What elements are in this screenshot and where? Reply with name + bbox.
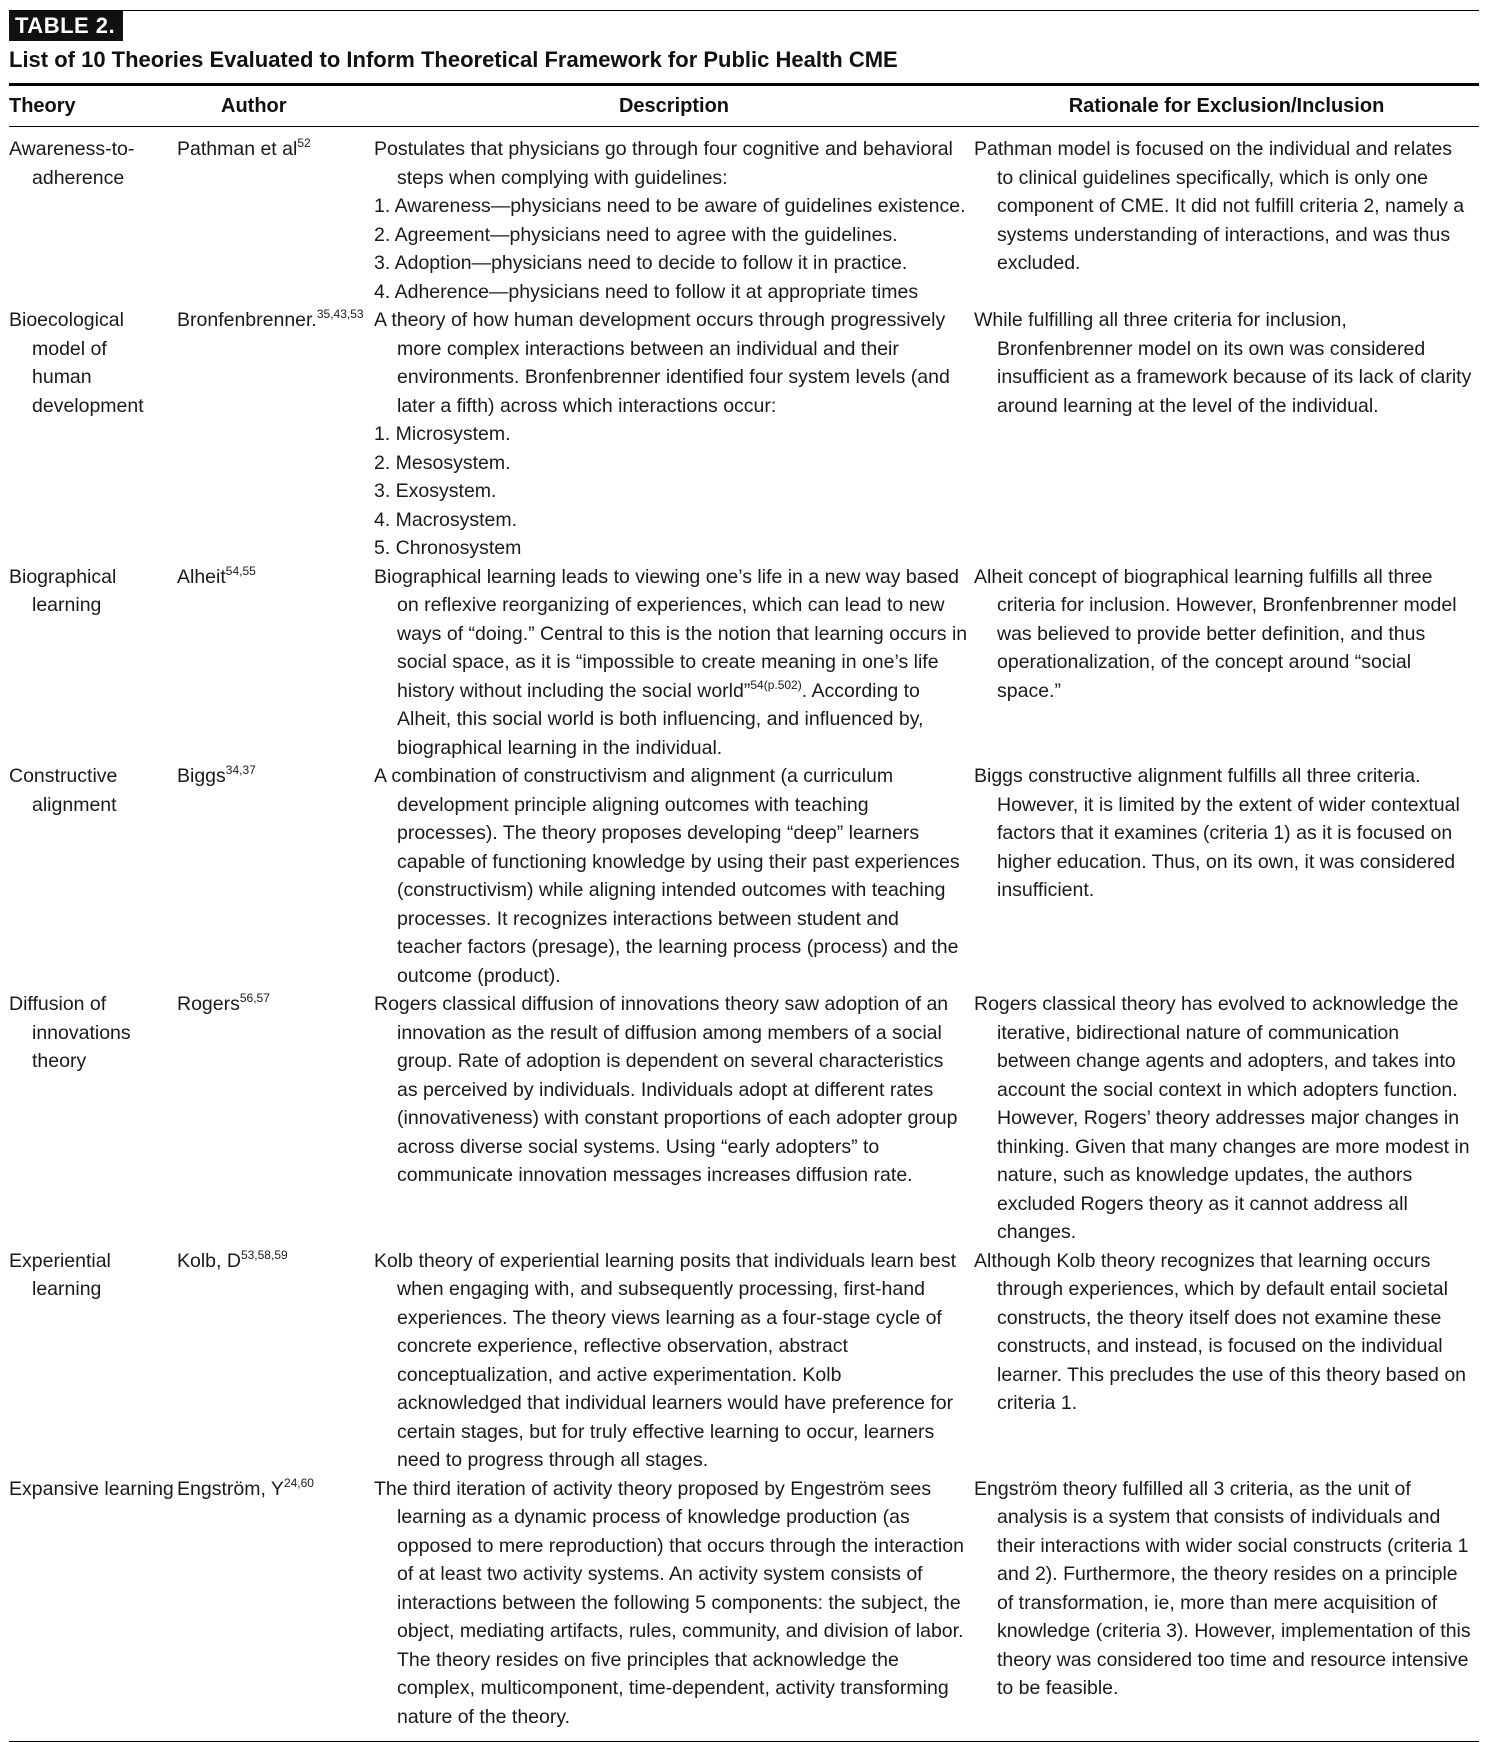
list-item: 4. Macrosystem. <box>374 508 518 531</box>
table-row <box>9 127 1479 307</box>
author-name: Bronfenbrenner. <box>177 309 317 331</box>
table-label: TABLE 2. <box>9 11 123 41</box>
theory-cell: Expansive learning <box>9 1477 174 1500</box>
author-cell <box>177 127 374 307</box>
header-rationale: Rationale for Exclusion/Inclusion <box>1068 95 1385 117</box>
table-row <box>9 762 1479 990</box>
author-name: Engström, Y <box>177 1477 284 1500</box>
author-name: Biggs <box>177 765 226 787</box>
description-text: Biographical learning leads to viewing one’s life in a new way based on reflexive reorganizing of experiences, which can lead to new ways of “doing.” Central to this is the notion that learning occurs in social space, as it is “impossible to create meaning in one’s life history without including the social world” <box>374 565 968 702</box>
table-row <box>9 306 1479 563</box>
author-ref: 53,58,59 <box>240 1247 288 1262</box>
list-item: 2. Agreement—physicians need to agree with the guidelines. <box>374 223 898 246</box>
rationale-cell: Pathman model is focused on the individual and relates to clinical guidelines specifically, which is only one component of CME. It did not fulfill criteria 2, namely a systems understanding of interactions, and was thus excluded. <box>974 138 1465 274</box>
description-text: Postulates that physicians go through four cognitive and behavioral steps when complying with guidelines: <box>374 138 953 189</box>
table-row <box>9 1475 1479 1732</box>
header-description: Description <box>618 95 730 117</box>
author-name: Kolb, D <box>177 1249 241 1272</box>
table-row <box>9 1247 1479 1475</box>
theory-cell: Constructive alignment <box>9 765 118 816</box>
author-cell <box>177 563 374 763</box>
author-cell <box>177 306 374 563</box>
author-cell <box>177 1247 374 1475</box>
author-ref: 34,37 <box>225 763 256 777</box>
list-item: 3. Exosystem. <box>374 480 497 502</box>
theory-cell: Awareness-to- adherence <box>9 138 135 189</box>
rationale-cell: Although Kolb theory recognizes that learning occurs through experiences, which by default entail societal constructs, the theory itself does not examine these constructs, and instead, is focused on the individual learner. This precludes the use of this theory based on criteria 1. <box>974 1249 1467 1414</box>
table-caption: List of 10 Theories Evaluated to Inform Theoretical Framework for Public Health CME <box>9 47 898 72</box>
author-ref: 35,43,53 <box>316 307 364 321</box>
header-theory: Theory <box>9 95 76 117</box>
description-text: A theory of how human development occurs through progressively more complex interactions between an individual and their environments. Bronfenbrenner identified four system levels (and later a fifth) across which interactions occur: <box>374 309 950 417</box>
author-cell <box>177 990 374 1247</box>
description-ref: 54(p.502) <box>750 677 802 692</box>
list-item: 5. Chronosystem <box>374 537 522 559</box>
list-item: 4. Adherence—physicians need to follow it at appropriate times <box>374 280 919 303</box>
author-cell <box>177 1475 374 1732</box>
theory-cell: Diffusion of innovations theory <box>9 993 131 1072</box>
rationale-cell: Engström theory fulfilled all 3 criteria, as the unit of analysis is a system that consists of individuals and their interactions with wider social constructs (criteria 1 and 2). Furthermore, the theory resides on a principle of transformation, ie, more than mere acquisition of knowledge (criteria 3). However, implementation of this theory was considered too time and resource intensive to be feasible. <box>974 1477 1471 1699</box>
header-author: Author <box>221 95 287 117</box>
description-cell: Rogers classical diffusion of innovations theory saw adoption of an innovation as the result of diffusion among members of a social group. Rate of adoption is dependent on several characteristics as perceived by individuals. Individuals adopt at different rates (innovativeness) with constant proportions of each adopter group across diverse social systems. Using “early adopters” to communicate innovation messages increases diffusion rate. <box>374 993 958 1186</box>
author-ref: 54,55 <box>225 563 256 578</box>
theory-cell: Bioecological model of human development <box>9 309 144 417</box>
header-row <box>9 86 1479 127</box>
list-item: 3. Adoption—physicians need to decide to follow it in practice. <box>374 252 908 274</box>
rationale-cell: Rogers classical theory has evolved to acknowledge the iterative, bidirectional nature of communication between change agents and adopters, and takes into account the social context in which adopters function. However, Rogers’ theory addresses major changes in thinking. Given that many changes are more modest in nature, such as knowledge updates, the authors excluded Rogers theory as it cannot address all changes. <box>974 993 1470 1243</box>
rationale-cell: Alheit concept of biographical learning fulfills all three criteria for inclusion. However, Bronfenbrenner model was believed to provide better definition, and thus operationalization, of the concept around “social space.” <box>974 565 1457 702</box>
rationale-cell: While fulfilling all three criteria for inclusion, Bronfenbrenner model on its own was considered insufficient as a framework because of its lack of clarity around learning at the level of the individual. <box>974 309 1472 417</box>
description-cell <box>374 127 974 307</box>
author-name: Pathman et al <box>177 138 298 160</box>
author-ref: 52 <box>297 136 311 150</box>
description-cell: Kolb theory of experiential learning posits that individuals learn best when engaging with, and subsequently processing, first-hand experiences. The theory views learning as a four-stage cycle of concrete experience, reflective observation, abstract conceptualization, and active experimentation. Kolb acknowledged that individual learners would have preference for certain stages, but for truly effective learning to occur, learners need to progress through all stages. <box>374 1249 957 1471</box>
list-item: 1. Microsystem. <box>374 423 511 445</box>
list-item: 2. Mesosystem. <box>374 451 511 474</box>
author-name: Alheit <box>177 565 226 588</box>
author-cell <box>177 762 374 990</box>
theory-name-tail: adherence <box>32 166 125 189</box>
rationale-cell: Biggs constructive alignment fulfills all three criteria. However, it is limited by the extent of wider contextual factors that it examines (criteria 1) as it is focused on higher education. Thus, on its own, it was considered insufficient. <box>974 765 1460 901</box>
theory-cell: Biographical learning <box>9 565 117 616</box>
description-cell <box>374 306 974 563</box>
author-ref: 56,57 <box>239 991 270 1005</box>
theory-cell: Experiential learning <box>9 1249 111 1300</box>
table-row <box>9 563 1479 763</box>
table-row <box>9 990 1479 1247</box>
description-cell <box>374 563 974 763</box>
description-text-cont: . According to Alheit, this social world is both influencing, and influenced by, biographical learning in the individual. <box>397 679 924 759</box>
author-ref: 24,60 <box>283 1475 314 1490</box>
description-cell: The third iteration of activity theory proposed by Engeström sees learning as a dynamic process of knowledge production (as opposed to mere reproduction) that occurs through the interaction of at least two activity systems. An activity system consists of interactions between the following 5 components: the subject, the object, mediating artifacts, rules, community, and division of labor. The theory resides on five principles that acknowledge the complex, multicomponent, time-dependent, activity transforming nature of the theory. <box>374 1477 964 1728</box>
author-name: Rogers <box>177 993 240 1015</box>
theories-table <box>9 86 1479 1731</box>
top-rule <box>9 10 1479 11</box>
list-item: 1. Awareness—physicians need to be aware of guidelines existence. <box>374 195 966 217</box>
description-cell: A combination of constructivism and alignment (a curriculum development principle aligning outcomes with teaching processes). The theory proposes developing “deep” learners capable of functioning knowledge by using their past experiences (constructivism) while aligning intended outcomes with teaching processes. It recognizes interactions between student and teacher factors (presage), the learning process (process) and the outcome (product). <box>374 765 960 987</box>
table-page <box>9 10 1479 1742</box>
